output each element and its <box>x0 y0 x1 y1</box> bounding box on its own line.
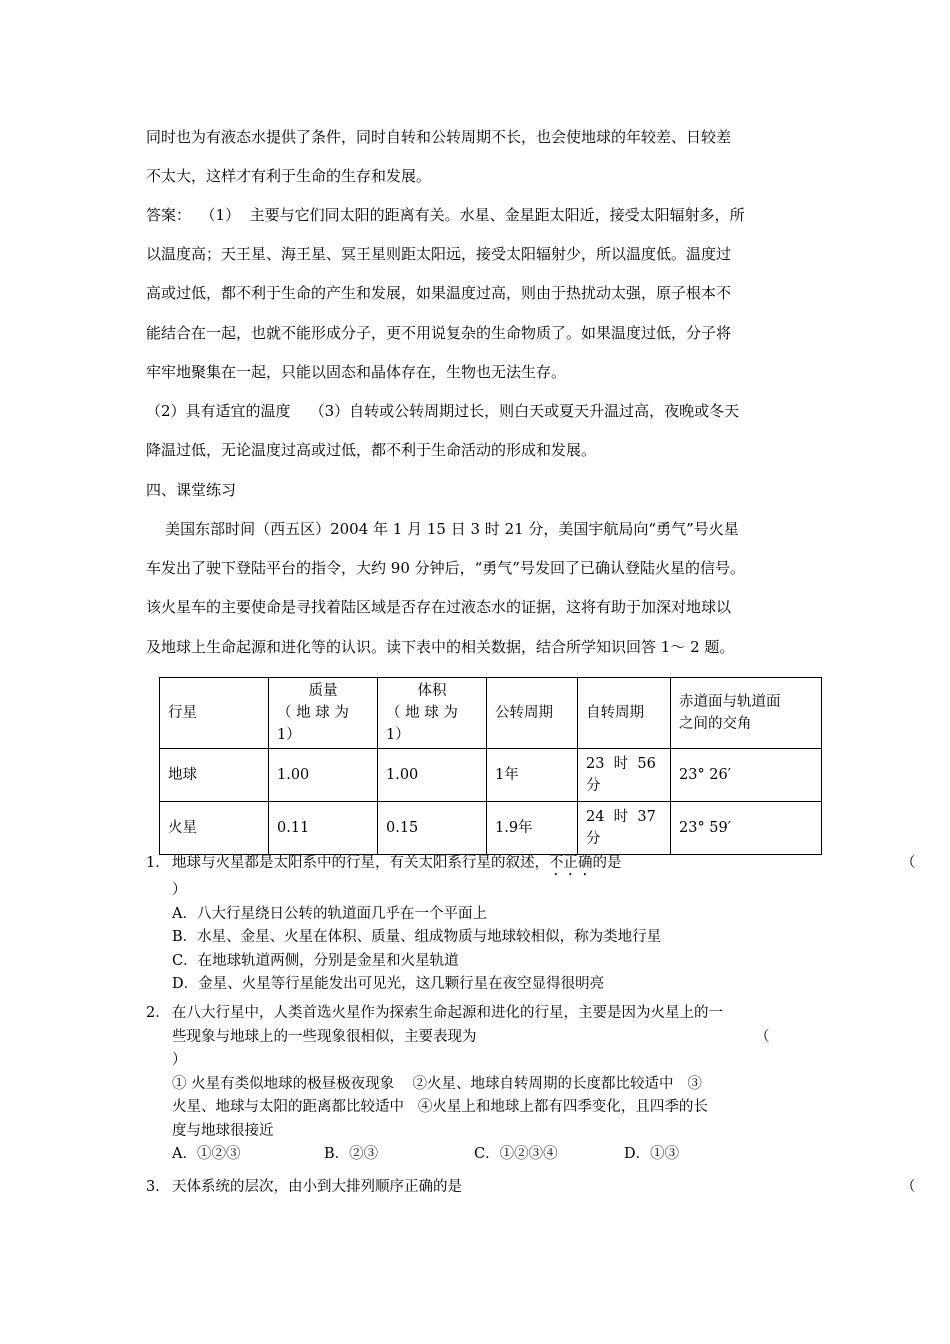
header-mass-line1: 质量 <box>308 683 338 699</box>
question-1-stem <box>146 852 916 879</box>
option-b: B．水星、金星、火星在体积、质量、组成物质与地球较相似，称为类地行星 <box>172 929 662 945</box>
text-line: 答案： （1） 主要与它们同太阳的距离有关。水星、金星距太阳近，接受太阳辐射多，所 <box>146 206 745 224</box>
text-line: 该火星车的主要使命是寻找着陆区域是否存在过液态水的证据，这将有助于加深对地球以 <box>146 598 732 617</box>
cell-rotation <box>578 802 671 855</box>
header-volume <box>378 678 487 749</box>
cell-tilt: 23° 26′ <box>671 749 822 802</box>
header-mass-line2: （ 地 球 为 <box>277 705 349 721</box>
answer-paren-open: （ <box>901 855 916 871</box>
header-tilt <box>671 678 822 749</box>
question-text-line2: 些现象与地球上的一些现象很相似，主要表现为 <box>172 1028 477 1045</box>
header-planet: 行星 <box>160 678 269 749</box>
cell-planet: 地球 <box>160 749 269 802</box>
choice-a: A．①②③ <box>172 1146 241 1162</box>
planet-data-table <box>159 677 822 855</box>
cell-orbit: 1.9年 <box>487 802 578 855</box>
text-line: 降温过低，无论温度过高或过低，都不利于生命活动的形成和发展。 <box>146 441 597 460</box>
question-3 <box>146 1176 916 1200</box>
header-tilt-line2: 之间的交角 <box>679 716 752 732</box>
text-line: 车发出了驶下登陆平台的指令，大约 90 分钟后，“勇气”号发回了已确认登陆火星的信号。 <box>146 559 745 578</box>
option-a: A．八大行星绕日公转的轨道面几乎在一个平面上 <box>172 905 487 922</box>
answer-paren-open: （ <box>755 1028 770 1045</box>
choice-c: C．①②③④ <box>474 1146 558 1162</box>
cell-rotation-line2: 分 <box>586 778 601 794</box>
question-2-stem <box>146 1002 810 1026</box>
text-line: 及地球上生命起源和进化等的认识。读下表中的相关数据，结合所学知识回答 1～ 2 题。 <box>146 637 735 656</box>
cell-tilt: 23° 59′ <box>671 802 822 855</box>
option-c: C．在地球轨道两侧，分别是金星和火星轨道 <box>172 952 459 969</box>
header-rotation: 自转周期 <box>578 678 671 749</box>
text-line: 美国东部时间（西五区）2004 年 1 月 15 日 3 时 21 分，美国宇航局向“勇气”号火星 <box>146 520 739 538</box>
statement-line: 火星、地球与太阳的距离都比较适中 ④火星上和地球上都有四季变化，且四季的长 <box>172 1099 708 1115</box>
table-header-row <box>160 678 822 749</box>
text-line: 以温度高；天王星、海王星、冥王星则距太阳远，接受太阳辐射少，所以温度低。温度过 <box>146 245 732 264</box>
question-number: 3． <box>146 1179 170 1195</box>
question-3-stem <box>146 1176 916 1200</box>
header-volume-line2: （ 地 球 为 <box>386 705 458 721</box>
cell-volume: 0.15 <box>378 802 487 855</box>
option-d: D．金星、火星等行星能发出可见光，这几颗行星在夜空显得很明亮 <box>172 976 605 992</box>
question-1 <box>146 852 916 997</box>
text-line: 同时也为有液态水提供了条件，同时自转和公转周期不长，也会使地球的年较差、日较差 <box>146 128 732 146</box>
header-mass-line3: 1） <box>277 727 301 743</box>
text-line: 能结合在一起，也就不能形成分子，更不用说复杂的生命物质了。如果温度过低，分子将 <box>146 323 732 342</box>
question-text: 天体系统的层次，由小到大排列顺序正确的是 <box>172 1179 462 1195</box>
answer-paren-close: ） <box>172 882 187 898</box>
text-line: 牢牢地聚集在一起，只能以固态和晶体存在，生物也无法生存。 <box>146 362 567 381</box>
cell-rotation-line1: 23 时 56 <box>586 756 656 772</box>
answer-block-2 <box>146 392 810 470</box>
emphasis-text: 不正确 <box>549 855 593 871</box>
cell-rotation-line1: 24 时 37 <box>586 809 656 825</box>
question-text-pre: 地球与火星都是太阳系中的行星，有关太阳系行星的叙述， <box>172 855 549 871</box>
text-line: 不太大，这样才有利于生命的生存和发展。 <box>146 167 432 186</box>
question-2-stem-line2 <box>146 1026 810 1050</box>
section-heading: 四、课堂练习 <box>146 481 237 499</box>
answer-paren-open: （ <box>901 1179 916 1195</box>
question-2 <box>146 1002 810 1167</box>
cell-orbit: 1年 <box>487 749 578 802</box>
text-line: 高或过低，都不利于生命的产生和发展，如果温度过高，则由于热扰动太强，原子根本不 <box>146 284 732 303</box>
question-text-line1: 在八大行星中，人类首选火星作为探索生命起源和进化的行星，主要是因为火星上的一 <box>172 1005 723 1021</box>
question-text <box>172 852 810 879</box>
cell-planet: 火星 <box>160 802 269 855</box>
table-row <box>160 802 822 855</box>
question-number: 2． <box>146 1005 170 1021</box>
choices-row <box>146 1143 810 1167</box>
header-tilt-line1: 赤道面与轨道面 <box>679 694 781 710</box>
answer-paren-close: ） <box>172 1052 187 1068</box>
question-number: 1． <box>146 855 170 871</box>
statement-line: 度与地球很接近 <box>172 1122 274 1139</box>
answer-block <box>146 196 810 392</box>
cell-rotation-line2: 分 <box>586 831 601 847</box>
intro-paragraph <box>146 510 810 667</box>
cell-volume: 1.00 <box>378 749 487 802</box>
header-volume-line1: 体积 <box>417 683 447 699</box>
cell-mass: 0.11 <box>269 802 378 855</box>
header-orbit: 公转周期 <box>487 678 578 749</box>
cell-rotation <box>578 749 671 802</box>
statement-line: ① 火星有类似地球的极昼极夜现象 ②火星、地球自转周期的长度都比较适中 ③ <box>172 1075 702 1092</box>
header-volume-line3: 1） <box>386 727 410 743</box>
cell-mass: 1.00 <box>269 749 378 802</box>
table-row <box>160 749 822 802</box>
text-line: （2）具有适宜的温度 （3）自转或公转周期过长，则白天或夏天升温过高，夜晚或冬天 <box>146 402 740 420</box>
question-text-post: 的是 <box>592 855 622 871</box>
choice-d: D．①③ <box>624 1146 680 1162</box>
paragraph-continuation <box>146 118 810 196</box>
choice-b: B．②③ <box>324 1146 379 1162</box>
header-mass <box>269 678 378 749</box>
